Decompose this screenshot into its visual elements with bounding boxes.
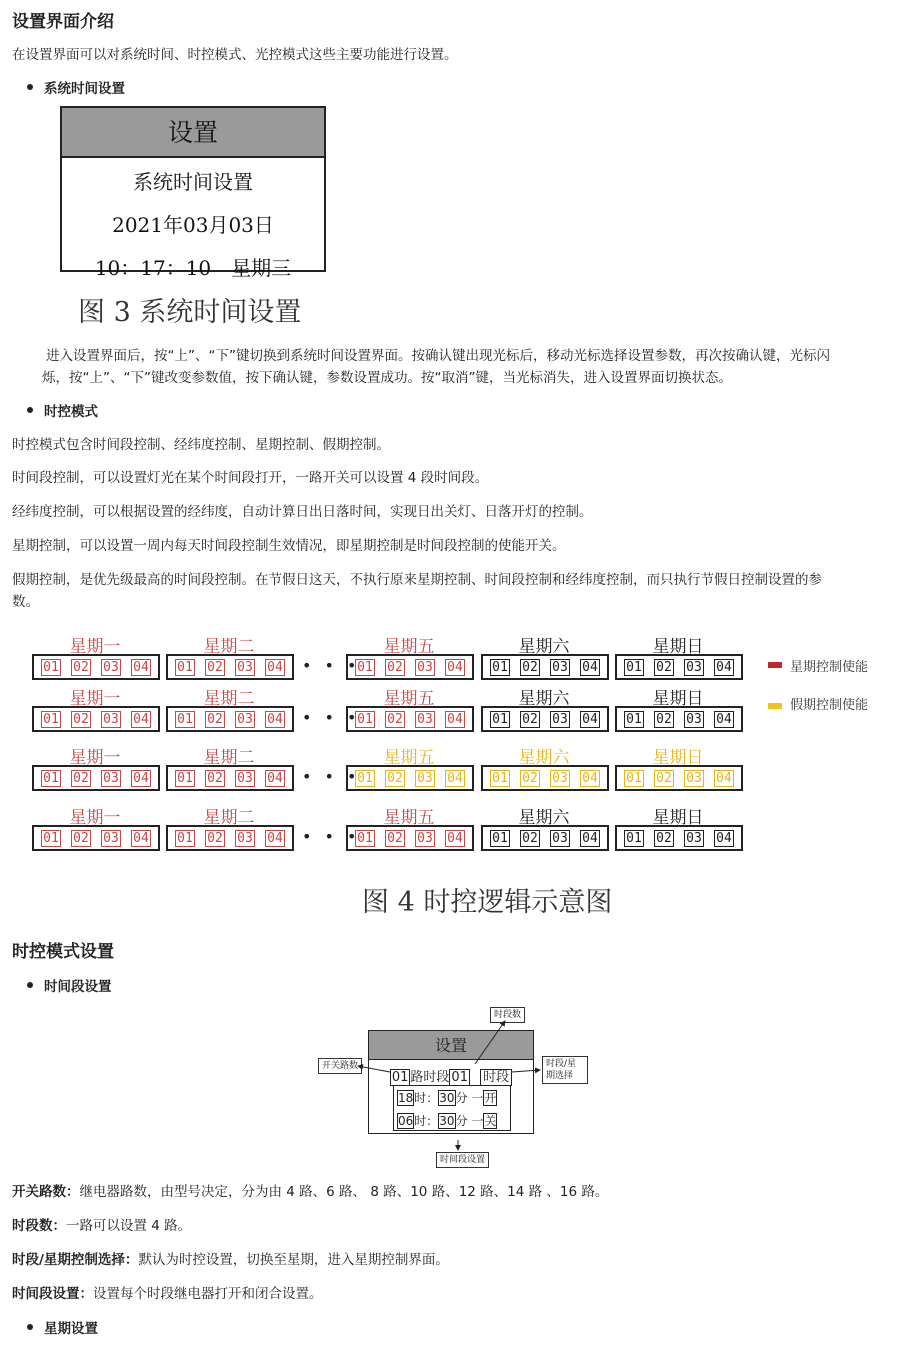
day-label: 星期日 — [652, 689, 704, 709]
def-count-label: 时段数： — [12, 1218, 66, 1234]
slot-cell: 04 — [267, 770, 283, 786]
slot-cell: 02 — [207, 830, 223, 846]
slot-cell: 03 — [103, 711, 119, 727]
slot-cell: 03 — [552, 830, 568, 846]
slot-cell: 04 — [133, 659, 149, 675]
slot-group — [481, 654, 609, 680]
slot-cell: 01 — [357, 711, 373, 727]
fig5-label-count: 时段数 — [490, 1007, 525, 1023]
def-select-label: 时段/星期控制选择： — [12, 1252, 139, 1268]
bullet-time-mode: 时控模式 — [44, 400, 98, 420]
fig5-label-select: 时段/星期选择 — [542, 1056, 588, 1084]
slot-cell: 01 — [43, 770, 59, 786]
slot-cell: 01 — [357, 830, 373, 846]
slot-cell: 03 — [417, 659, 433, 675]
legend-holiday-label: 假期控制使能 — [790, 698, 869, 713]
day-label: 星期一 — [69, 748, 121, 768]
slot-cell: 01 — [177, 659, 193, 675]
bullet-period-setting: 时间段设置 — [44, 975, 112, 995]
slot-group — [346, 765, 474, 791]
legend-week-label: 星期控制使能 — [790, 660, 869, 675]
week-paragraph: 星期控制，可以设置一周内每天时间段控制生效情况，即星期控制是时间段控制的使能开关。 — [12, 538, 566, 554]
def-time-label: 时间段设置： — [12, 1286, 93, 1302]
slot-cell: 03 — [237, 659, 253, 675]
day-label: 星期二 — [203, 808, 255, 828]
fig4-logic-diagram — [0, 620, 900, 860]
def-relay-text: 继电器路数，由型号决定，分为由 4 路、6 路、 8 路、10 路、12 路、14 路 、16 路。 — [79, 1184, 609, 1200]
slot-cell: 03 — [103, 830, 119, 846]
slot-cell: 04 — [582, 659, 598, 675]
slot-cell: 01 — [357, 659, 373, 675]
slot-cell: 04 — [716, 830, 732, 846]
slot-cell: 04 — [133, 711, 149, 727]
slot-cell: 03 — [686, 770, 702, 786]
fig5-period-setting-figure — [300, 1000, 600, 1170]
slot-cell: 03 — [552, 659, 568, 675]
slot-cell: 02 — [73, 830, 89, 846]
slot-cell: 04 — [133, 770, 149, 786]
slot-cell: 01 — [492, 711, 508, 727]
slot-cell: 04 — [267, 659, 283, 675]
page-title: 设置界面介绍 — [12, 12, 114, 32]
slot-cell: 02 — [73, 770, 89, 786]
slot-group — [346, 654, 474, 680]
slot-cell: 03 — [686, 830, 702, 846]
slot-cell: 01 — [43, 659, 59, 675]
day-label: 星期六 — [518, 808, 570, 828]
def-select-text: 默认为时控设置，切换至星期，进入星期控制界面。 — [138, 1252, 449, 1268]
ellipsis: • • • — [302, 767, 361, 786]
day-label: 星期五 — [383, 748, 435, 768]
day-label: 星期五 — [383, 808, 435, 828]
slot-cell: 04 — [267, 711, 283, 727]
slot-cell: 04 — [267, 830, 283, 846]
def-time-text: 设置每个时段继电器打开和闭合设置。 — [93, 1286, 323, 1302]
day-label: 星期日 — [652, 637, 704, 657]
fig3-caption: 图 3 系统时间设置 — [78, 297, 302, 328]
day-label: 星期日 — [652, 808, 704, 828]
ellipsis: • • • — [302, 656, 361, 675]
slot-cell: 03 — [417, 770, 433, 786]
slot-cell: 03 — [417, 830, 433, 846]
slot-cell: 04 — [716, 770, 732, 786]
slot-cell: 02 — [522, 711, 538, 727]
fig5-off-minute-unit: 分 一 — [455, 1114, 484, 1128]
slot-group — [166, 706, 294, 732]
holiday-paragraph-line2: 数。 — [12, 594, 39, 610]
slot-group — [615, 765, 743, 791]
fig5-on-minute-unit: 分 一 — [455, 1091, 484, 1105]
slot-cell: 02 — [387, 711, 403, 727]
slot-cell: 02 — [73, 659, 89, 675]
slot-cell: 03 — [237, 770, 253, 786]
lcd-line-title: 系统时间设置 — [133, 170, 253, 194]
fig5-on-minute: 30 — [439, 1091, 455, 1105]
day-label: 星期一 — [69, 689, 121, 709]
lcd-line-time: 10：17：10 星期三 — [94, 256, 292, 280]
slot-cell: 02 — [656, 711, 672, 727]
slot-cell: 02 — [522, 659, 538, 675]
slot-group — [481, 706, 609, 732]
slot-cell: 03 — [237, 711, 253, 727]
slot-cell: 01 — [177, 830, 193, 846]
slot-group — [615, 825, 743, 851]
slot-cell: 03 — [237, 830, 253, 846]
slot-cell: 01 — [626, 770, 642, 786]
slot-group — [346, 825, 474, 851]
slot-cell: 04 — [133, 830, 149, 846]
fig5-label-relay: 开关路数 — [318, 1058, 362, 1074]
day-label: 星期二 — [203, 689, 255, 709]
slot-cell: 02 — [73, 711, 89, 727]
def-relay-label: 开关路数： — [12, 1184, 80, 1200]
slot-cell: 04 — [447, 711, 463, 727]
day-label: 星期日 — [652, 748, 704, 768]
lcd-line-date: 2021年03月03日 — [112, 213, 274, 237]
slot-group — [32, 654, 160, 680]
slot-group — [346, 706, 474, 732]
day-label: 星期六 — [518, 689, 570, 709]
slot-cell: 04 — [447, 770, 463, 786]
fig5-header: 设置 — [369, 1031, 533, 1060]
legend-holiday-swatch — [768, 703, 782, 709]
def-count-text: 一路可以设置 4 路。 — [66, 1218, 192, 1234]
day-label: 星期一 — [69, 637, 121, 657]
fig5-label-time: 时间段设置 — [436, 1152, 489, 1168]
slot-cell: 03 — [552, 711, 568, 727]
slot-group — [166, 765, 294, 791]
day-label: 星期六 — [518, 748, 570, 768]
period-paragraph: 时间段控制，可以设置灯光在某个时间段打开，一路开关可以设置 4 段时间段。 — [12, 470, 489, 486]
slot-group — [32, 706, 160, 732]
slot-group — [32, 825, 160, 851]
slot-cell: 02 — [522, 830, 538, 846]
lcd-header: 设置 — [62, 108, 324, 158]
slot-group — [166, 825, 294, 851]
bullet-week-setting: 星期设置 — [44, 1317, 98, 1337]
slot-cell: 02 — [207, 770, 223, 786]
slot-group — [615, 706, 743, 732]
slot-cell: 02 — [207, 659, 223, 675]
holiday-paragraph-line1: 假期控制，是优先级最高的时间段控制。在节假日这天，不执行原来星期控制、时间段控制和经纬度控制，而只执行节假日控制设置的参 — [12, 572, 822, 588]
fig5-off-minute: 30 — [439, 1114, 455, 1128]
fig5-period-number: 01 — [451, 1070, 468, 1085]
legend-week-swatch — [768, 662, 782, 668]
slot-group — [32, 765, 160, 791]
slot-cell: 02 — [522, 770, 538, 786]
slot-group — [481, 825, 609, 851]
slot-cell: 03 — [417, 711, 433, 727]
day-label: 星期一 — [69, 808, 121, 828]
slot-cell: 04 — [716, 711, 732, 727]
slot-cell: 03 — [103, 659, 119, 675]
slot-cell: 03 — [552, 770, 568, 786]
day-label: 星期二 — [203, 637, 255, 657]
fig5-off-hour-unit: 时： — [414, 1114, 439, 1128]
arrow-to-relay — [358, 1066, 390, 1072]
fig5-arrows — [300, 1000, 600, 1170]
slot-cell: 04 — [582, 770, 598, 786]
slot-cell: 01 — [626, 830, 642, 846]
slot-cell: 01 — [177, 770, 193, 786]
fig5-on-hour-unit: 时： — [414, 1091, 439, 1105]
section-heading-time-mode-setting: 时控模式设置 — [12, 942, 114, 962]
ellipsis: • • • — [302, 827, 361, 846]
slot-cell: 04 — [716, 659, 732, 675]
slot-cell: 03 — [686, 711, 702, 727]
slot-cell: 01 — [177, 711, 193, 727]
def-relay — [12, 1181, 608, 1203]
slot-cell: 01 — [43, 711, 59, 727]
ellipsis: • • • — [302, 708, 361, 727]
slot-cell: 01 — [492, 770, 508, 786]
slot-cell: 04 — [447, 830, 463, 846]
arrow-to-count — [475, 1021, 505, 1064]
slot-cell: 04 — [582, 711, 598, 727]
slot-cell: 01 — [626, 659, 642, 675]
def-select — [12, 1249, 449, 1271]
fig5-route-label: 路时段 — [410, 1070, 450, 1085]
slot-group — [481, 765, 609, 791]
slot-cell: 01 — [492, 659, 508, 675]
def-time — [12, 1283, 323, 1305]
slot-cell: 01 — [43, 830, 59, 846]
fig5-on-hour: 18 — [398, 1091, 414, 1105]
lcd-system-time-figure — [60, 106, 326, 280]
intro-paragraph: 在设置界面可以对系统时间、时控模式、光控模式这些主要功能进行设置。 — [12, 47, 458, 63]
slot-cell: 03 — [686, 659, 702, 675]
slot-cell: 02 — [387, 830, 403, 846]
arrow-to-select — [512, 1070, 540, 1072]
day-label: 星期六 — [518, 637, 570, 657]
slot-cell: 02 — [656, 659, 672, 675]
slot-cell: 03 — [103, 770, 119, 786]
slot-cell: 02 — [656, 830, 672, 846]
day-label: 星期五 — [383, 637, 435, 657]
fig5-mode-label: 时段 — [480, 1069, 512, 1086]
def-count — [12, 1215, 191, 1237]
slot-cell: 02 — [387, 659, 403, 675]
enter-paragraph-line2: 烁，按“上”、“下”键改变参数值，按下确认键，参数设置成功。按“取消”键，当光标消失，进入设置界面切换状态。 — [42, 370, 732, 386]
slot-cell: 02 — [207, 711, 223, 727]
slot-cell: 01 — [626, 711, 642, 727]
day-label: 星期五 — [383, 689, 435, 709]
day-label: 星期二 — [203, 748, 255, 768]
slot-group — [615, 654, 743, 680]
enter-paragraph-line1: 进入设置界面后，按“上”、“下”键切换到系统时间设置界面。按确认键出现光标后，移动光标选择设置参数，再次按确认键，光标闪 — [46, 348, 830, 364]
fig5-on-tag: 开 — [484, 1091, 497, 1105]
slot-cell: 01 — [357, 770, 373, 786]
slot-cell: 01 — [492, 830, 508, 846]
slot-group — [166, 654, 294, 680]
mode-paragraph: 时控模式包含时间段控制、经纬度控制、星期控制、假期控制。 — [12, 437, 390, 453]
slot-cell: 02 — [656, 770, 672, 786]
fig4-caption: 图 4 时控逻辑示意图 — [362, 887, 613, 918]
fig5-route-number: 01 — [391, 1070, 409, 1085]
fig5-off-hour: 06 — [398, 1114, 414, 1128]
bullet-system-time: 系统时间设置 — [44, 77, 125, 97]
slot-cell: 04 — [582, 830, 598, 846]
latlon-paragraph: 经纬度控制，可以根据设置的经纬度，自动计算日出日落时间，实现日出关灯、日落开灯的控制。 — [12, 504, 593, 520]
slot-cell: 04 — [447, 659, 463, 675]
fig5-off-tag: 关 — [484, 1114, 497, 1128]
slot-cell: 02 — [387, 770, 403, 786]
